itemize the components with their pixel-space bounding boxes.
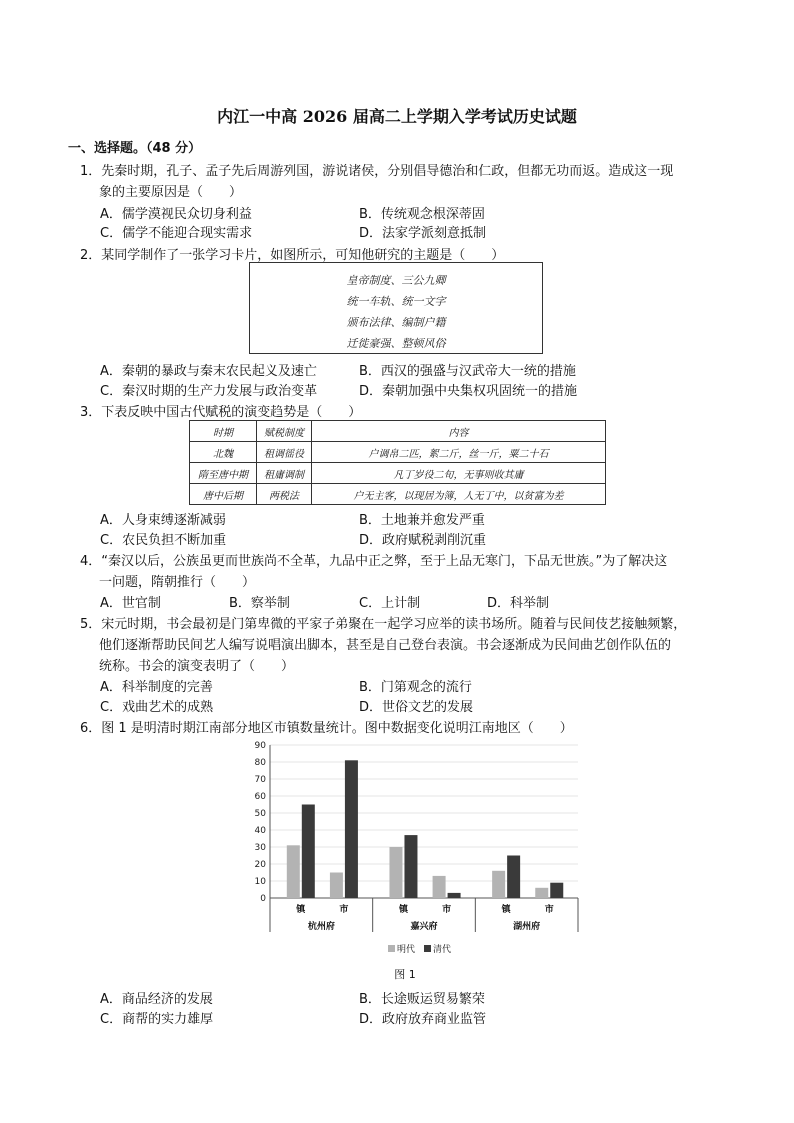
bar bbox=[345, 760, 358, 898]
question-5-option-c[interactable]: C．戏曲艺术的成熟 bbox=[100, 700, 214, 715]
question-6-option-b[interactable]: B．长途贩运贸易繁荣 bbox=[359, 992, 485, 1007]
question-4-option-c[interactable]: C．上计制 bbox=[359, 596, 421, 611]
table-header-cell: 时期 bbox=[190, 421, 257, 442]
question-6-option-a[interactable]: A．商品经济的发展 bbox=[100, 992, 213, 1007]
study-card-line: 颁布法律、编制户籍 bbox=[346, 316, 446, 329]
question-4-stem-cont: 一问题，隋朝推行（ ） bbox=[99, 575, 256, 590]
study-card bbox=[249, 262, 543, 354]
y-tick-label: 50 bbox=[254, 809, 266, 819]
question-5-stem-cont: 统称。书会的演变表明了（ ） bbox=[99, 659, 295, 674]
question-3-option-d[interactable]: D．政府赋税剥削沉重 bbox=[359, 533, 487, 548]
tax-table bbox=[189, 420, 606, 505]
study-card-line: 统一车轨、统一文字 bbox=[346, 295, 446, 308]
question-5-stem: 5．宋元时期，书会最初是门第卑微的平家子弟聚在一起学习应举的读书场所。随着与民间伎艺接触频繁， bbox=[80, 617, 687, 632]
question-5-option-a[interactable]: A．科举制度的完善 bbox=[100, 680, 213, 695]
legend-swatch bbox=[424, 945, 431, 952]
table-header-cell: 赋税制度 bbox=[257, 421, 312, 442]
x-tick-label: 镇 bbox=[501, 905, 511, 915]
x-tick-label: 市 bbox=[442, 905, 452, 915]
question-2-stem: 2．某同学制作了一张学习卡片，如图所示，可知他研究的主题是（ ） bbox=[80, 248, 505, 263]
x-tick-label: 镇 bbox=[398, 905, 408, 915]
table-cell: 隋至唐中期 bbox=[190, 463, 257, 484]
table-cell: 北魏 bbox=[190, 442, 257, 463]
question-2-option-d[interactable]: D．秦朝加强中央集权巩固统一的措施 bbox=[359, 384, 578, 399]
bar bbox=[302, 805, 315, 899]
bar bbox=[389, 847, 402, 898]
table-row bbox=[190, 442, 606, 463]
table-row bbox=[190, 484, 606, 505]
y-tick-label: 20 bbox=[254, 860, 266, 870]
table-cell: 租庸调制 bbox=[257, 463, 312, 484]
table-row bbox=[190, 463, 606, 484]
y-tick-label: 80 bbox=[254, 758, 266, 768]
table-header-cell: 内容 bbox=[312, 421, 606, 442]
table-cell: 户调帛二匹，絮二斤，丝一斤，粟二十石 bbox=[312, 442, 606, 463]
y-tick-label: 70 bbox=[254, 775, 266, 785]
question-4-option-a[interactable]: A．世官制 bbox=[100, 596, 161, 611]
y-tick-label: 60 bbox=[254, 792, 266, 802]
question-4-option-d[interactable]: D．科举制 bbox=[487, 596, 550, 611]
section-heading: 一、选择题。（48 分） bbox=[68, 141, 202, 156]
page-title: 内江一中高 2026 届高二上学期入学考试历史试题 bbox=[217, 107, 577, 126]
question-2-option-c[interactable]: C．秦汉时期的生产力发展与政治变革 bbox=[100, 384, 318, 399]
table-cell: 户无主客，以现居为簿，人无丁中，以贫富为差 bbox=[312, 484, 606, 505]
study-card-line: 皇帝制度、三公九卿 bbox=[346, 274, 446, 287]
question-3-option-a[interactable]: A．人身束缚逐渐减弱 bbox=[100, 513, 226, 528]
bar bbox=[550, 883, 563, 898]
table-cell: 凡丁岁役二旬，无事则收其庸 bbox=[312, 463, 606, 484]
question-3-option-c[interactable]: C．农民负担不断加重 bbox=[100, 533, 227, 548]
y-tick-label: 0 bbox=[260, 894, 266, 904]
question-1-option-d[interactable]: D．法家学派刻意抵制 bbox=[359, 226, 487, 241]
x-tick-label: 镇 bbox=[296, 905, 306, 915]
x-tick-label: 市 bbox=[544, 905, 554, 915]
question-1-stem: 1．先秦时期，孔子、孟子先后周游列国，游说诸侯，分别倡导德治和仁政，但都无功而返。造成这一现 bbox=[80, 164, 674, 179]
bar bbox=[404, 835, 417, 898]
x-tick-label: 市 bbox=[339, 905, 349, 915]
question-6-option-c[interactable]: C．商帮的实力雄厚 bbox=[100, 1012, 214, 1027]
group-label: 嘉兴府 bbox=[410, 922, 438, 932]
question-4-option-b[interactable]: B．察举制 bbox=[229, 596, 290, 611]
question-5-option-b[interactable]: B．门第观念的流行 bbox=[359, 680, 472, 695]
market-town-bar-chart bbox=[238, 735, 584, 985]
bar bbox=[287, 845, 300, 898]
table-cell: 租调徭役 bbox=[257, 442, 312, 463]
question-2-option-a[interactable]: A．秦朝的暴政与秦末农民起义及速亡 bbox=[100, 364, 317, 379]
figure-caption: 图 1 bbox=[394, 968, 416, 981]
legend-label: 明代 bbox=[397, 945, 416, 955]
question-6-option-d[interactable]: D．政府放弃商业监管 bbox=[359, 1012, 487, 1027]
question-4-stem: 4．“秦汉以后，公族虽更而世族尚不全革，九品中正之弊，至于上品无寒门，下品无世族。”为了解决这 bbox=[80, 554, 668, 569]
question-6-stem: 6．图 1 是明清时期江南部分地区市镇数量统计。图中数据变化说明江南地区（ ） bbox=[80, 721, 573, 736]
study-card-line: 迁徙豪强、整顿风俗 bbox=[346, 337, 446, 350]
y-tick-label: 90 bbox=[254, 741, 266, 751]
group-label: 湖州府 bbox=[513, 922, 541, 932]
bar bbox=[535, 888, 548, 898]
question-1-option-b[interactable]: B．传统观念根深蒂固 bbox=[359, 207, 485, 222]
legend-swatch bbox=[388, 945, 395, 952]
legend-label: 清代 bbox=[433, 945, 452, 955]
bar bbox=[433, 876, 446, 898]
group-label: 杭州府 bbox=[307, 922, 335, 932]
table-header-row bbox=[190, 421, 606, 442]
table-cell: 两税法 bbox=[257, 484, 312, 505]
bar bbox=[507, 856, 520, 899]
question-1-option-a[interactable]: A．儒学漠视民众切身利益 bbox=[100, 207, 252, 222]
question-5-stem-cont: 他们逐渐帮助民间艺人编写说唱演出脚本，甚至是自己登台表演。书会逐渐成为民间曲艺创作队伍的 bbox=[99, 638, 672, 653]
bar bbox=[492, 871, 505, 898]
bar bbox=[330, 873, 343, 899]
bar bbox=[448, 893, 461, 898]
question-2-option-b[interactable]: B．西汉的强盛与汉武帝大一统的措施 bbox=[359, 364, 576, 379]
y-tick-label: 10 bbox=[254, 877, 266, 887]
question-1-stem-cont: 象的主要原因是（ ） bbox=[99, 185, 243, 200]
table-cell: 唐中后期 bbox=[190, 484, 257, 505]
question-5-option-d[interactable]: D．世俗文艺的发展 bbox=[359, 700, 474, 715]
question-3-option-b[interactable]: B．土地兼并愈发严重 bbox=[359, 513, 485, 528]
y-tick-label: 40 bbox=[254, 826, 266, 836]
y-tick-label: 30 bbox=[254, 843, 266, 853]
question-3-stem: 3．下表反映中国古代赋税的演变趋势是（ ） bbox=[80, 405, 362, 420]
question-1-option-c[interactable]: C．儒学不能迎合现实需求 bbox=[100, 226, 253, 241]
